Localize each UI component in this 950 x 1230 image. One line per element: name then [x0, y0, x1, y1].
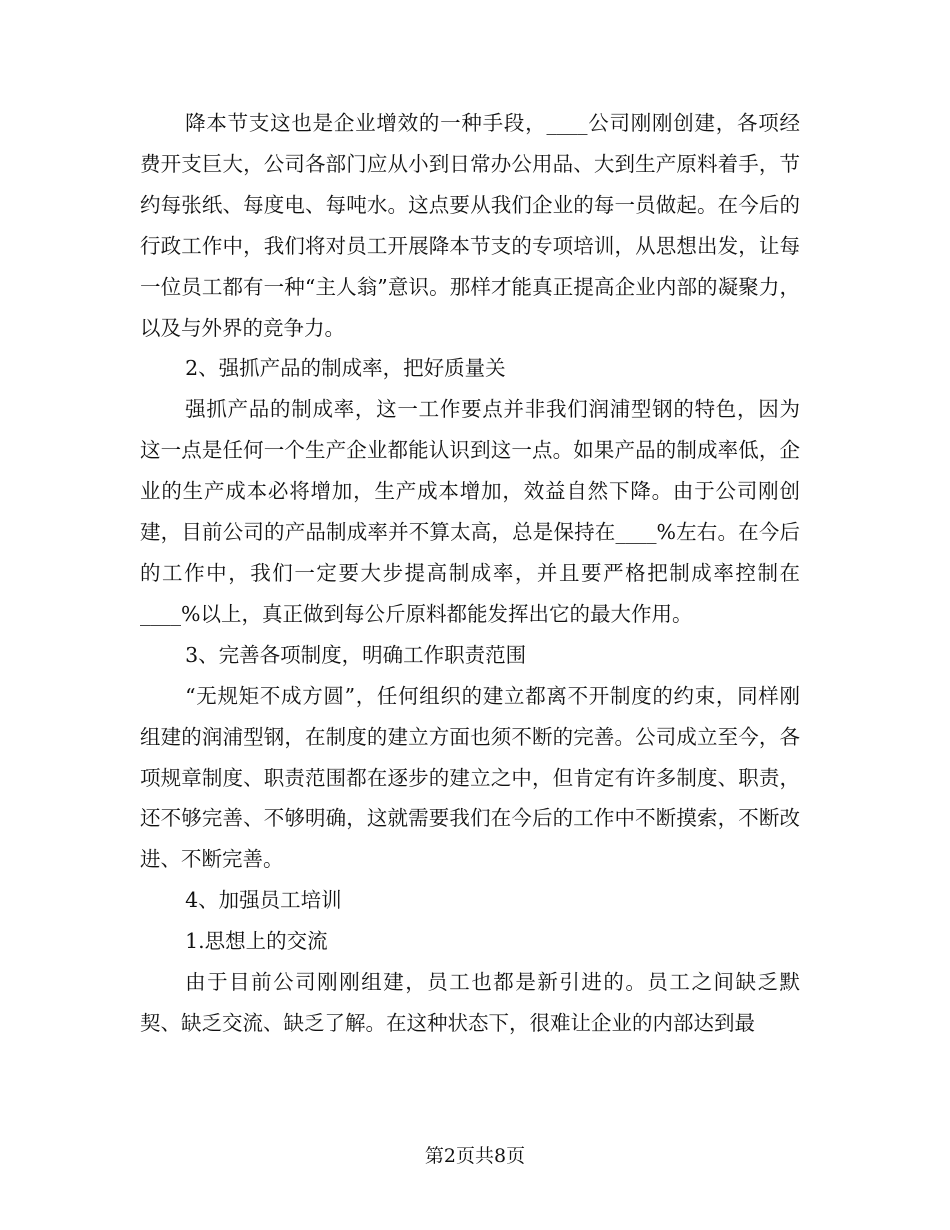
page-body [140, 103, 800, 1044]
subheading-thought-exchange: 1.思想上的交流 [185, 929, 328, 954]
heading-staff-training: 4、加强员工培训 [185, 888, 342, 913]
paragraph-cost-saving: 降本节支这也是企业增效的一种手段，____公司刚刚创建，各项经费开支巨大，公司各部门应从小到日常办公用品、大到生产原料着手，节约每张纸、每度电、每吨水。这点要从我们企业的每一员做起。在今后的行政工作中，我们将对员工开展降本节支的专项培训，从思想出发，让每一位员工都有一种“主人翁”意识。那样才能真正提高企业内部的凝聚力，以及与外界的竞争力。 [140, 111, 800, 340]
paragraph-thought-exchange: 由于目前公司刚刚组建，员工也都是新引进的。员工之间缺乏默契、缺乏交流、缺乏了解。在这种状态下，很难让企业的内部达到最 [140, 970, 800, 1035]
heading-rules-system: 3、完善各项制度，明确工作职责范围 [185, 642, 527, 667]
heading-product-yield: 2、强抓产品的制成率，把好质量关 [185, 356, 506, 381]
paragraph-rules-system: “无规矩不成方圆”，任何组织的建立都离不开制度的约束，同样刚组建的润浦型钢，在制度的建立方面也须不断的完善。公司成立至今，各项规章制度、职责范围都在逐步的建立之中，但肯定有许多制度、职责，还不够完善、不够明确，这就需要我们在今后的工作中不断摸索，不断改进、不断完善。 [140, 683, 800, 872]
page-number-footer: 第2页共8页 [424, 1145, 526, 1167]
paragraph-product-yield: 强抓产品的制成率，这一工作要点并非我们润浦型钢的特色，因为这一点是任何一个生产企业都能认识到这一点。如果产品的制成率低，企业的生产成本必将增加，生产成本增加，效益自然下降。由于公司刚创建，目前公司的产品制成率并不算太高，总是保持在____%左右。在今后的工作中，我们一定要大步提高制成率，并且要严格把制成率控制在____%以上，真正做到每公斤原料都能发挥出它的最大作用。 [140, 397, 800, 626]
